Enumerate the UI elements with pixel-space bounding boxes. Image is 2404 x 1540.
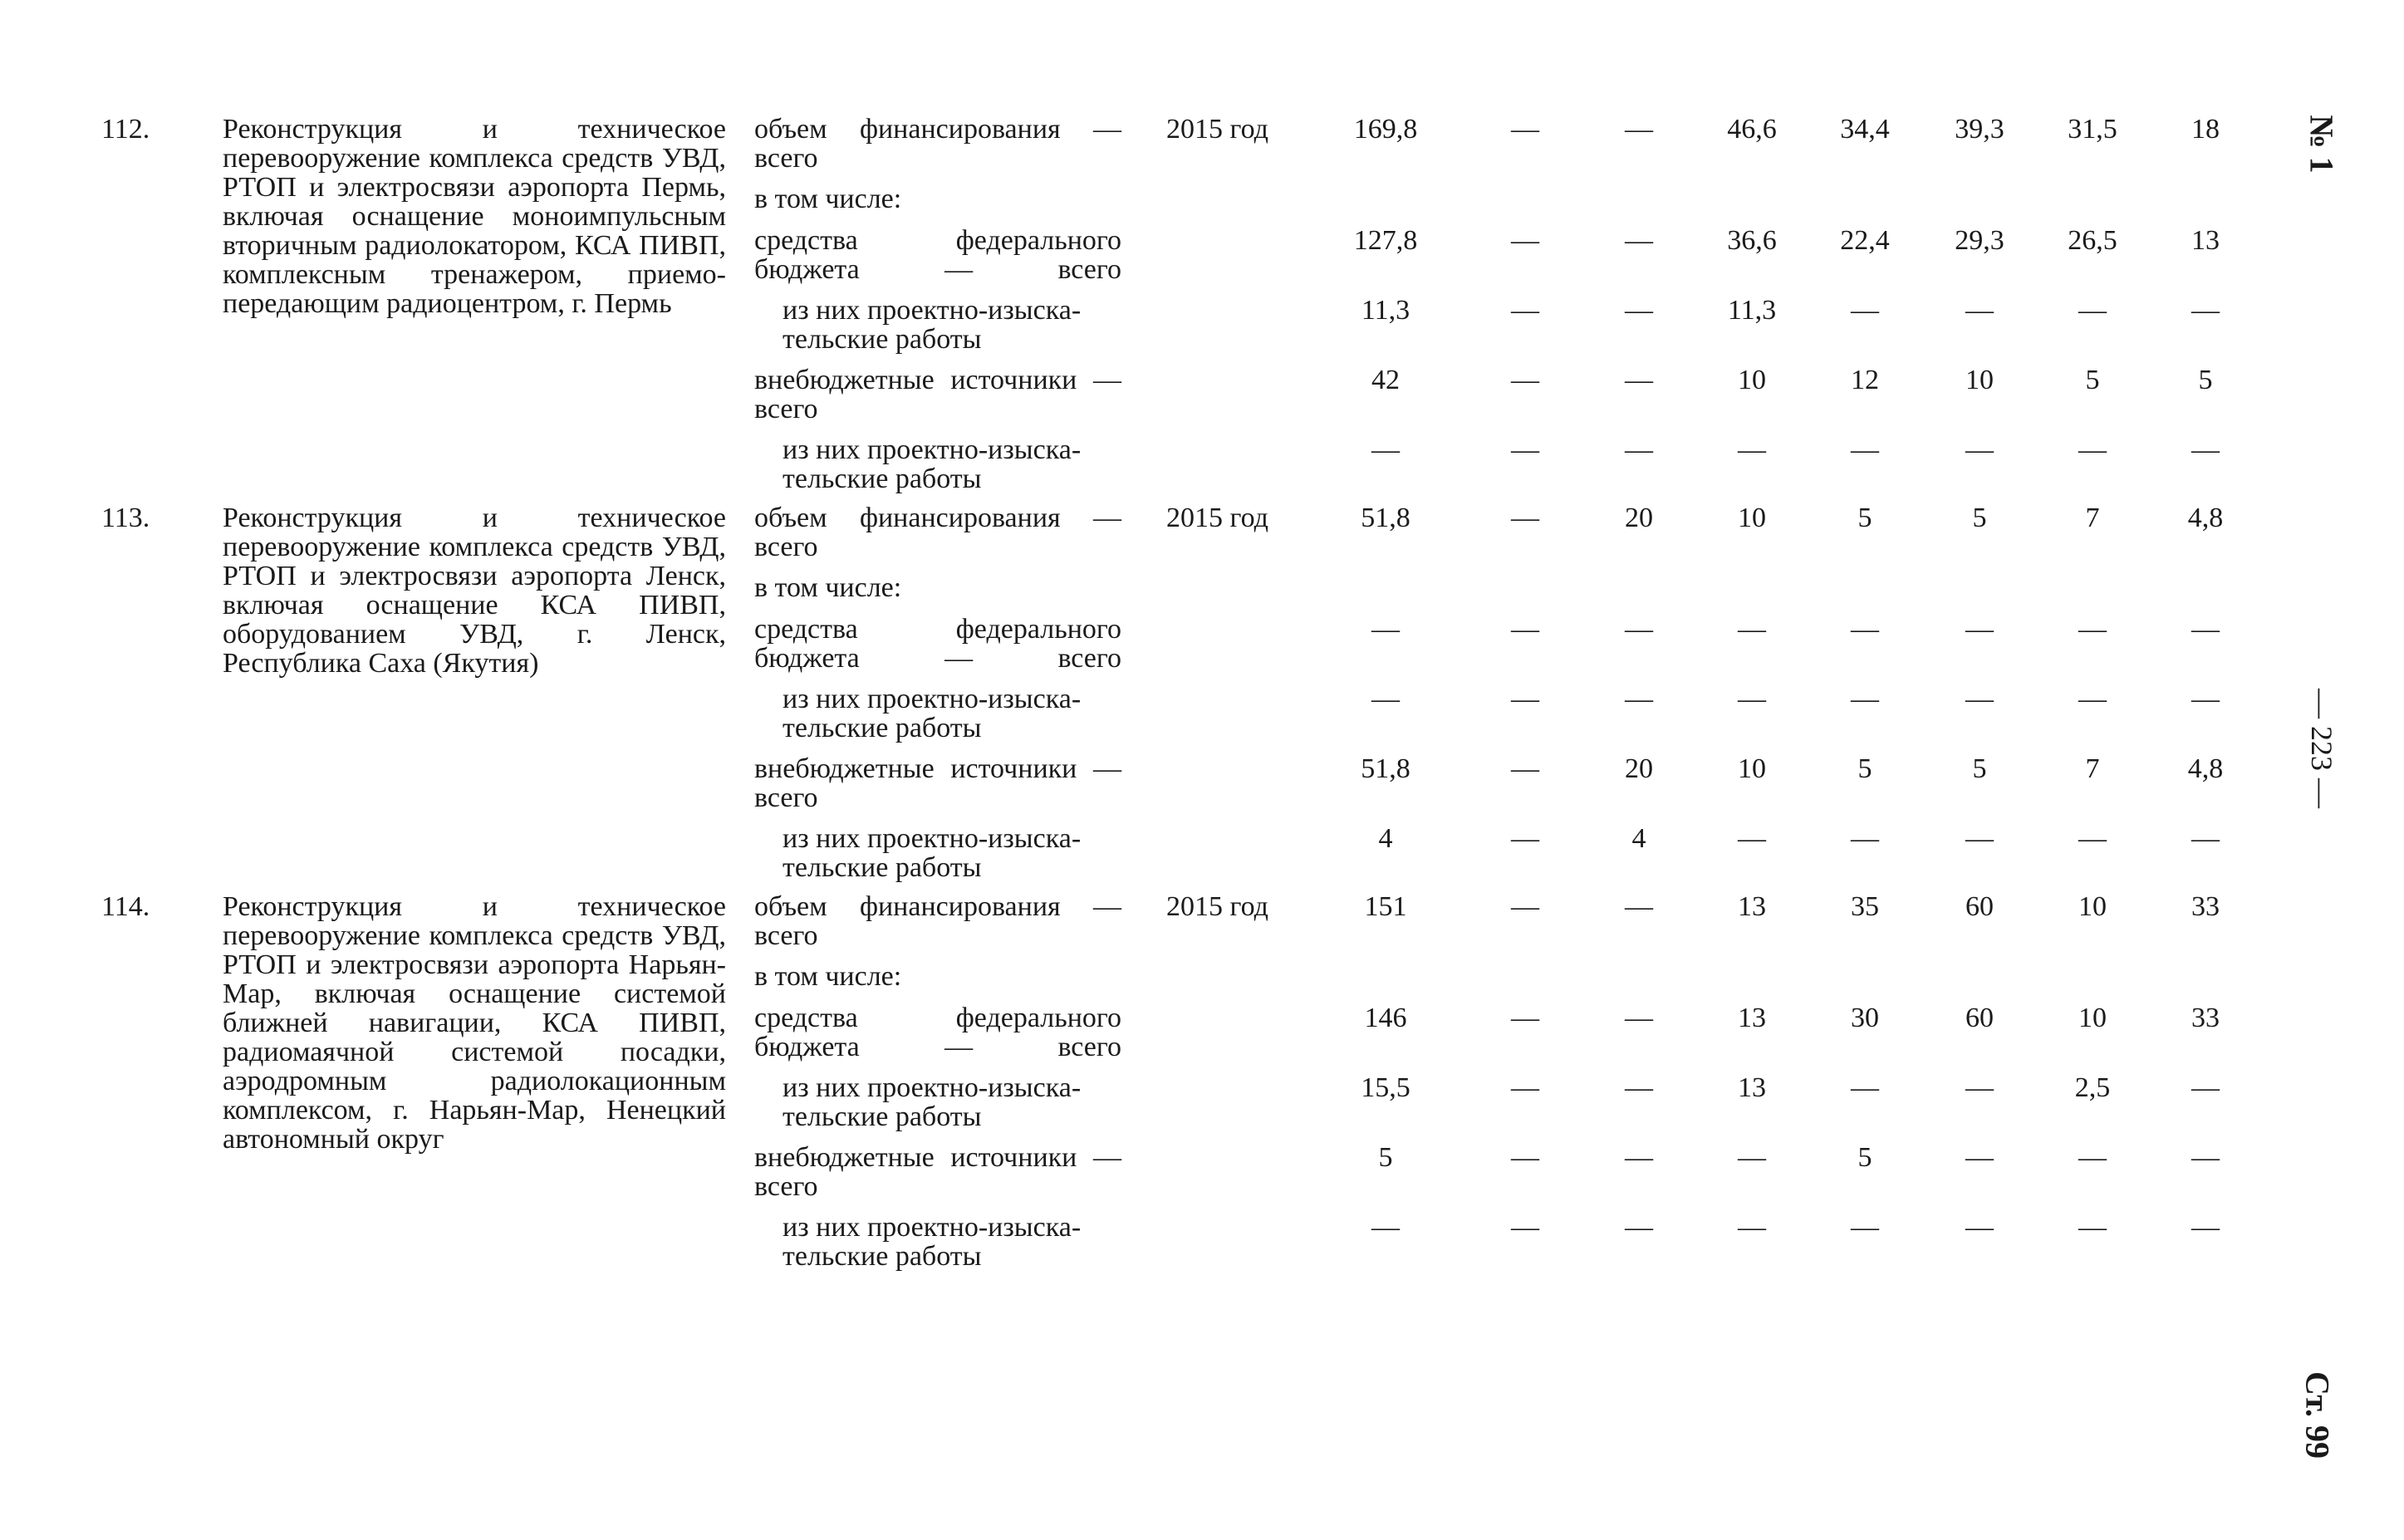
value-cell: — [1625, 1003, 1653, 1033]
value-cell: — [1625, 434, 1653, 465]
value-cell: — [1371, 684, 1400, 714]
value-cell: 5 [1378, 1142, 1393, 1173]
value-cell: 36,6 [1727, 225, 1777, 256]
value-cell: — [1511, 503, 1539, 533]
value-cell: 31,5 [2068, 114, 2117, 145]
value-cell: 4 [1631, 823, 1646, 854]
value-cell: 7 [2085, 503, 2100, 533]
funding-category-label: объем финансирования — всего [754, 891, 1121, 951]
funding-category-label: в том числе: [754, 184, 902, 214]
project-year: 2015 год [1166, 503, 1268, 533]
value-cell: 5 [1972, 753, 1987, 784]
value-cell: 11,3 [1727, 295, 1777, 326]
funding-category-label: из них проектно-изыска- тельские работы [783, 295, 1082, 355]
value-cell: 33 [2191, 1003, 2220, 1033]
value-cell: — [1625, 225, 1653, 256]
value-cell: 39,3 [1955, 114, 2004, 145]
value-cell: — [1625, 684, 1653, 714]
value-cell: 18 [2191, 114, 2220, 145]
project-description: Реконструкция и техническое перевооружение комплекса средств УВД, РТОП и электросвязи аэропорта Нарьян-Мар, включая оснащение системой ближней навигации, КСА ПИВП, радиомаячной системой посадки, аэродромным радиолокационным комплексом, г. Нарьян-Мар, Ненецкий автономный округ [223, 891, 726, 1155]
project-year: 2015 год [1166, 891, 1268, 922]
value-cell: 10 [2078, 891, 2107, 922]
value-cell: 10 [1965, 365, 1994, 395]
value-cell: 151 [1364, 891, 1407, 922]
value-cell: 11,3 [1361, 295, 1411, 326]
value-cell: — [2191, 434, 2220, 465]
value-cell: 22,4 [1840, 225, 1890, 256]
value-cell: 26,5 [2068, 225, 2117, 256]
value-cell: 60 [1965, 891, 1994, 922]
value-cell: — [1625, 365, 1653, 395]
value-cell: — [2191, 1212, 2220, 1243]
value-cell: — [1511, 1003, 1539, 1033]
value-cell: — [1965, 614, 1994, 645]
value-cell: — [2078, 295, 2107, 326]
funding-category-label: объем финансирования — всего [754, 503, 1121, 562]
value-cell: — [1965, 1212, 1994, 1243]
value-cell: — [1851, 823, 1879, 854]
value-cell: — [1625, 1142, 1653, 1173]
value-cell: 2,5 [2074, 1072, 2111, 1103]
value-cell: — [1371, 614, 1400, 645]
value-cell: — [1511, 684, 1539, 714]
value-cell: 20 [1625, 753, 1653, 784]
value-cell: — [1625, 614, 1653, 645]
value-cell: 13 [1738, 891, 1766, 922]
value-cell: 146 [1364, 1003, 1407, 1033]
value-cell: — [2078, 684, 2107, 714]
funding-category-label: внебюджетные источники — всего [754, 753, 1121, 813]
value-cell: — [1625, 891, 1653, 922]
value-cell: — [2078, 614, 2107, 645]
project-number: 112. [101, 114, 150, 145]
funding-category-label: средства федерального бюджета — всего [754, 1003, 1121, 1062]
value-cell: 12 [1851, 365, 1879, 395]
value-cell: 34,4 [1840, 114, 1890, 145]
value-cell: 51,8 [1361, 503, 1411, 533]
value-cell: — [1738, 823, 1766, 854]
value-cell: — [1511, 1212, 1539, 1243]
project-number: 114. [101, 891, 150, 922]
funding-category-label: из них проектно-изыска- тельские работы [783, 1212, 1082, 1272]
value-cell: — [1738, 684, 1766, 714]
value-cell: — [1511, 365, 1539, 395]
value-cell: — [1625, 1212, 1653, 1243]
value-cell: 13 [1738, 1072, 1766, 1103]
value-cell: 4,8 [2187, 753, 2224, 784]
article-number: Ст. 99 [2299, 1371, 2337, 1459]
project-year: 2015 год [1166, 114, 1268, 145]
value-cell: 13 [2191, 225, 2220, 256]
value-cell: — [2078, 1142, 2107, 1173]
value-cell: — [1625, 295, 1653, 326]
value-cell: — [1511, 1142, 1539, 1173]
value-cell: 10 [2078, 1003, 2107, 1033]
project-number: 113. [101, 503, 150, 533]
value-cell: — [2191, 823, 2220, 854]
value-cell: — [1965, 1072, 1994, 1103]
funding-category-label: из них проектно-изыска- тельские работы [783, 1072, 1082, 1132]
value-cell: — [1851, 684, 1879, 714]
value-cell: 33 [2191, 891, 2220, 922]
funding-category-label: из них проектно-изыска- тельские работы [783, 684, 1082, 743]
value-cell: — [2078, 434, 2107, 465]
value-cell: 60 [1965, 1003, 1994, 1033]
value-cell: — [1738, 434, 1766, 465]
value-cell: — [1965, 1142, 1994, 1173]
value-cell: 5 [1972, 503, 1987, 533]
value-cell: — [1511, 891, 1539, 922]
value-cell: 10 [1738, 753, 1766, 784]
funding-category-label: средства федерального бюджета — всего [754, 225, 1121, 285]
value-cell: 5 [2085, 365, 2100, 395]
value-cell: — [1511, 614, 1539, 645]
funding-category-label: средства федерального бюджета — всего [754, 614, 1121, 674]
value-cell: 51,8 [1361, 753, 1411, 784]
value-cell: — [1965, 823, 1994, 854]
value-cell: 13 [1738, 1003, 1766, 1033]
value-cell: — [1371, 1212, 1400, 1243]
value-cell: 35 [1851, 891, 1879, 922]
value-cell: — [1965, 434, 1994, 465]
value-cell: 30 [1851, 1003, 1879, 1033]
value-cell: — [1511, 295, 1539, 326]
value-cell: 127,8 [1353, 225, 1418, 256]
value-cell: — [1511, 225, 1539, 256]
value-cell: 5 [1857, 1142, 1872, 1173]
value-cell: 5 [1857, 503, 1872, 533]
value-cell: 4,8 [2187, 503, 2224, 533]
value-cell: 42 [1371, 365, 1400, 395]
value-cell: — [1511, 823, 1539, 854]
value-cell: — [2191, 295, 2220, 326]
value-cell: 5 [2198, 365, 2213, 395]
value-cell: 169,8 [1353, 114, 1418, 145]
project-description: Реконструкция и техническое перевооружение комплекса средств УВД, РТОП и электросвязи аэропорта Ленск, включая оснащение КСА ПИВП, оборудованием УВД, г. Ленск, Республика Саха (Якутия) [223, 503, 726, 679]
value-cell: — [1511, 753, 1539, 784]
value-cell: 7 [2085, 753, 2100, 784]
value-cell: 5 [1857, 753, 1872, 784]
value-cell: — [1738, 1142, 1766, 1173]
value-cell: — [1851, 1072, 1879, 1103]
value-cell: — [1851, 1212, 1879, 1243]
value-cell: — [2191, 1072, 2220, 1103]
value-cell: — [2191, 684, 2220, 714]
value-cell: — [2078, 823, 2107, 854]
value-cell: — [1371, 434, 1400, 465]
value-cell: 10 [1738, 503, 1766, 533]
funding-category-label: из них проектно-изыска- тельские работы [783, 434, 1082, 494]
page-number: — 223 — [2305, 689, 2338, 808]
value-cell: 4 [1378, 823, 1393, 854]
value-cell: — [1738, 1212, 1766, 1243]
value-cell: — [1738, 614, 1766, 645]
value-cell: — [1851, 434, 1879, 465]
value-cell: — [2078, 1212, 2107, 1243]
value-cell: — [1511, 434, 1539, 465]
value-cell: — [1511, 1072, 1539, 1103]
value-cell: 29,3 [1955, 225, 2004, 256]
value-cell: 46,6 [1727, 114, 1777, 145]
value-cell: 15,5 [1361, 1072, 1411, 1103]
value-cell: — [1625, 1072, 1653, 1103]
funding-category-label: объем финансирования — всего [754, 114, 1121, 174]
value-cell: — [2191, 614, 2220, 645]
funding-category-label: из них проектно-изыска- тельские работы [783, 823, 1082, 883]
funding-category-label: внебюджетные источники — всего [754, 1142, 1121, 1202]
value-cell: — [1511, 114, 1539, 145]
value-cell: — [1851, 295, 1879, 326]
value-cell: 10 [1738, 365, 1766, 395]
funding-category-label: в том числе: [754, 572, 902, 603]
value-cell: — [1625, 114, 1653, 145]
funding-category-label: внебюджетные источники — всего [754, 365, 1121, 424]
funding-category-label: в том числе: [754, 961, 902, 992]
value-cell: — [2191, 1142, 2220, 1173]
value-cell: — [1965, 684, 1994, 714]
issue-number: № 1 [2303, 115, 2341, 174]
value-cell: — [1851, 614, 1879, 645]
project-description: Реконструкция и техническое перевооружение комплекса средств УВД, РТОП и электросвязи аэропорта Пермь, включая оснащение моноимпульсным вторичным радиолокатором, КСА ПИВП, комплексным тренажером, приемо-передающим радиоцентром, г. Пермь [223, 114, 726, 319]
value-cell: 20 [1625, 503, 1653, 533]
value-cell: — [1965, 295, 1994, 326]
